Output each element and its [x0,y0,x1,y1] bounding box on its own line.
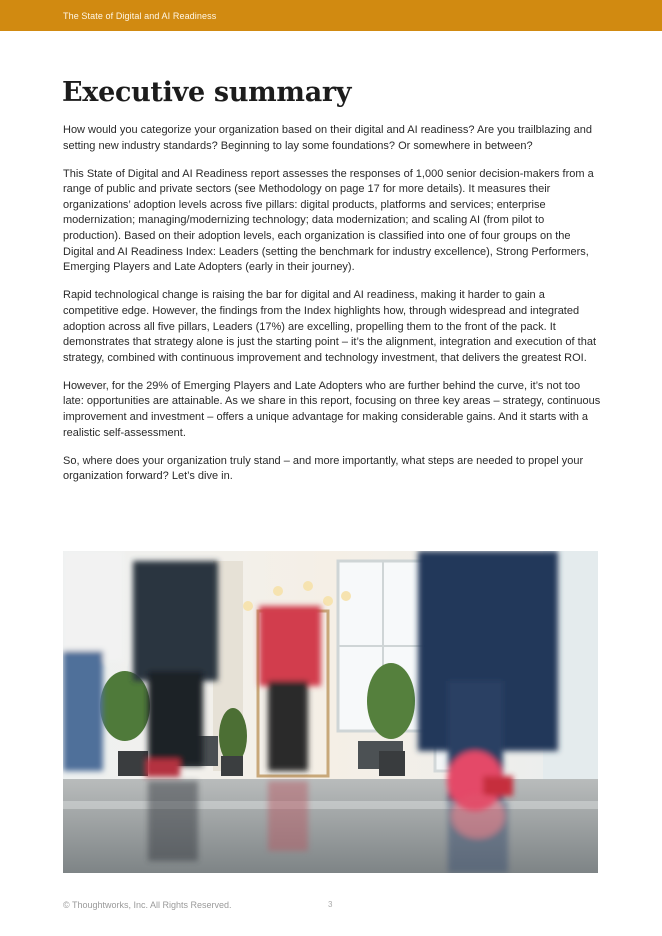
paragraph-report-scope: This State of Digital and AI Readiness report assesses the responses of 1,000 senior decision-makers from a range of public and private sectors (see Methodology on page 17 for more details). It measures their organizations’ adoption levels across five pillars: digital products, platforms and services; enterprise modernization; managing/modernizing technology; data modernization; and scaling AI (from pilot to production). Based on their adoption levels, each organization is classified into one of four groups on the Digital and AI Readiness Index: Leaders (setting the benchmark for industry excellence), Strong Performers, Emerging Players and Late Adopters (early in their journey). [63,167,594,274]
paragraph-emerging: However, for the 29% of Emerging Players and Late Adopters who are further behind the curve, it’s not too late: opportunities are attainable. As we share in this report, focusing on three key areas – strategy, continuous improvement and investment – offers a unique advantage for making considerable gains. And it starts with a realistic self-assessment. [63,379,601,439]
plant-middle [219,708,247,776]
header-title: The State of Digital and AI Readiness [63,11,217,21]
paragraph-intro: How would you categorize your organization based on their digital and AI readiness? Are you trailblazing and setting new industry standards? Beginning to lay some foundations? Or somewhere in between? [63,124,592,152]
header-bar [0,0,662,31]
office-walking-photo [63,551,598,873]
paragraph-leaders: Rapid technological change is raising the bar for digital and AI readiness, making it harder to gain a competitive edge. However, the findings from the Index highlights how, through widespread and integrated adoption across all five pillars, Leaders (17%) are excelling, propelling them to the front of the pack. It demonstrates that strategy alone is just the starting point – it’s the alignment, integration and execution of that strategy, combined with continuous improvement and technology investment, that delivers the greatest ROI. [63,289,597,364]
body-text [63,123,603,497]
paragraph-closing: So, where does your organization truly stand – and more importantly, what steps are needed to propel your organization forward? Let’s dive in. [63,454,584,483]
page-number: 3 [328,900,333,909]
page-title: Executive summary [62,77,352,108]
footer-copyright: © Thoughtworks, Inc. All Rights Reserved. [63,900,232,910]
